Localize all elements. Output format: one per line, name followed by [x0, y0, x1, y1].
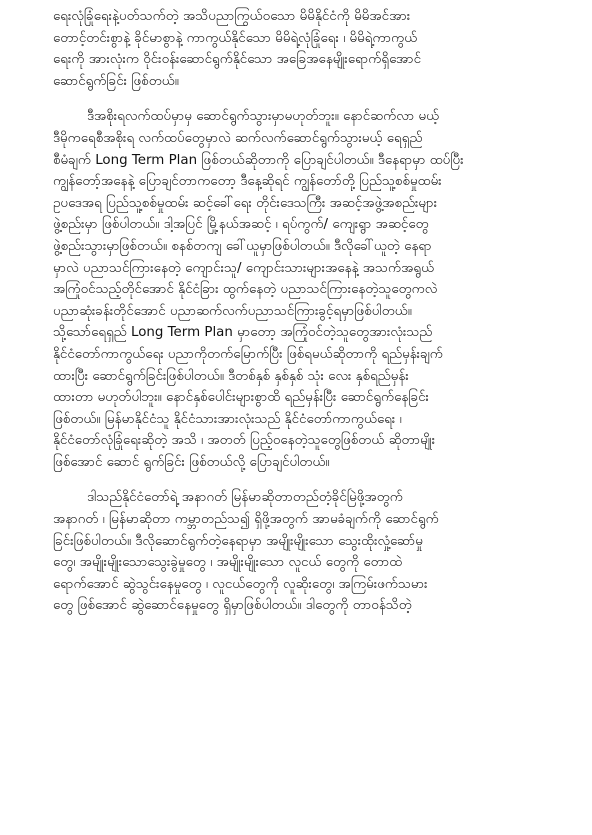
text-line: [53, 49, 561, 71]
text-line: [53, 258, 561, 280]
line-text: တောင့်တင်းစွာနဲ့ ခိုင်မာစွာနဲ့ ကာကွယ်နိုင်သော မိမိရဲ့လုံခြုံရေး ၊ မိမိရဲ့ကာကွယ်: [53, 30, 418, 46]
text-line: [53, 214, 561, 236]
line-text: အကြုံဝင်သည့်တိုင်အောင် နိုင်ငံခြား ထွက်နေတဲ့ ပညာသင်ကြားနေတဲ့သူတွေကလဲ: [53, 282, 438, 298]
text-line: [53, 409, 561, 431]
line-text: တွေ ဖြစ်အောင် ဆွဲဆောင်နေမှုတွေ ရှိမှာဖြစ်ပါတယ်။ ဒါတွေကို တာဝန်သိတဲ့: [53, 598, 412, 614]
line-text: စီမံချက် Long Term Plan ဖြစ်တယ်ဆိုတာကို ပြောချင်ပါတယ်။ ဒီနေရာမှာ ထပ်ပြီး: [53, 152, 464, 168]
text-line: [53, 322, 561, 344]
text-line: [53, 128, 561, 150]
text-line: [53, 509, 561, 531]
text-line: [53, 344, 561, 366]
line-text: ဖြစ်တယ်။ မြန်မာနိုင်ငံသူ နိုင်ငံသားအားလုံးသည် နိုင်ငံတော်ကာကွယ်ရေး ၊: [53, 411, 402, 427]
line-text: ခြင်းဖြစ်ပါတယ်။ ဒီလိုဆောင်ရွက်တဲ့နေရာမှာ အမျိုးမျိုးသော သွေးထိုးလှုံ့ဆော်မှု: [53, 533, 423, 549]
text-line: [53, 236, 561, 258]
text-line: [53, 301, 561, 323]
line-text: ထားပြီး ဆောင်ရွက်ခြင်းဖြစ်ပါတယ်။ ဒီတစ်နှစ် နှစ်နှစ် သုံး လေး နှစ်ရည်မှန်း: [53, 368, 409, 384]
text-line: [53, 574, 561, 596]
text-line: [53, 171, 561, 193]
text-line: [53, 531, 561, 553]
text-line: [53, 193, 561, 215]
paragraph-2: [53, 106, 561, 473]
line-text: ရေးလုံခြုံရေးနဲ့ပတ်သက်တဲ့ အသိပညာကြွယ်ဝသော မိမိနိုင်ငံကို မိမိအင်အား: [53, 9, 411, 24]
line-text: ဒီမိုကရေစီအစိုးရ လက်ထပ်တွေမှာလဲ ဆက်လက်ဆောင်ရွက်သွားမယ့် ရေရှည်: [53, 130, 423, 146]
line-text: တွေ၊ အမျိုးမျိုးသောသွေးခွဲမှုတွေ ၊ အမျိုးမျိုးသော လူငယ် တွေကို တောထဲ: [53, 555, 403, 571]
text-line: [53, 6, 561, 28]
line-text: ထားတာ မဟုတ်ပါဘူး။ နောင်နှစ်ပေါင်းများစွာထိ ရည်မှန်းပြီး ဆောင်ရွက်နေခြင်း: [53, 390, 429, 406]
line-text: ဆောင်ရွက်ခြင်း ဖြစ်တယ်။: [53, 73, 179, 89]
text-line: [53, 106, 561, 128]
line-text: ဥပဒေအရ ပြည်သူ့စစ်မှုထမ်း ဆင့်ခေါ်ရေး တိုင်းဒေသကြီး အဆင့်အဖွဲ့အစည်းများ: [53, 195, 438, 211]
text-line: [53, 552, 561, 574]
text-line: [53, 487, 561, 509]
text-line: [53, 595, 561, 617]
text-line: [53, 430, 561, 452]
line-text: နိုင်ငံတော်ကာကွယ်ရေး ပညာကိုတက်မြောက်ပြီး ဖြစ်ရမယ်ဆိုတာကို ရည်မှန်းချက်: [53, 346, 443, 362]
text-line: [53, 28, 561, 50]
text-line: [53, 452, 561, 474]
line-text: မှာလဲ ပညာသင်ကြားနေတဲ့ ကျောင်းသူ/ ကျောင်းသားများအနေနဲ့ အသက်အရွယ်: [53, 260, 435, 276]
line-text: ဒါသည်နိုင်ငံတော်ရဲ့ အနာဂတ် မြန်မာဆိုတာတည်တံ့ခိုင်မြဲဖို့အတွက်: [87, 490, 403, 506]
paragraph-gap: [53, 473, 561, 487]
line-text: ဖွဲ့စည်းသွားမှာဖြစ်တယ်။ စနစ်တကျ ခေါ်ယူမှာဖြစ်ပါတယ်။ ဒီလိုခေါ်ယူတဲ့ နေရာ: [53, 238, 432, 254]
text-line: [53, 279, 561, 301]
line-text: သို့သော်ရေရှည် Long Term Plan မှာတော့ အကြုံဝင်တဲ့သူတွေအားလုံးသည်: [53, 325, 433, 341]
line-text: ပညာဆုံးခန်းတိုင်အောင် ပညာဆက်လက်ပညာသင်ကြားခွင့်ရမှာဖြစ်ပါတယ်။: [53, 303, 412, 319]
paragraph-gap: [53, 92, 561, 106]
line-text: ဒီအစိုးရလက်ထပ်မှာမှ ဆောင်ရွက်သွားမှာမဟုတ်ဘူး။ နောင်ဆက်လာ မယ့်: [87, 109, 440, 125]
text-line: [53, 366, 561, 388]
text-line: [53, 387, 561, 409]
text-line: [53, 150, 561, 172]
paragraph-1: [53, 6, 561, 92]
text-line: [53, 71, 561, 93]
line-text: ဖွဲ့စည်းမှာ ဖြစ်ပါတယ်။ ဒါ့အပြင် မြို့နယ်အဆင့် ၊ ရပ်ကွက်/ ကျေးရွာ အဆင့်တွေ: [53, 217, 429, 233]
line-text: ဖြစ်အောင် ဆောင် ရွက်ခြင်း ဖြစ်တယ်လို့ ပြောချင်ပါတယ်။: [53, 454, 330, 470]
line-text: အနာဂတ် ၊ မြန်မာဆိုတာ ကမ္ဘာတည်သ၍ ရှိဖို့အတွက် အာမခံချက်ကို ဆောင်ရွက်: [53, 512, 439, 528]
text-column: [53, 6, 561, 617]
line-text: ရေးကို အားလုံးက ဝိုင်းဝန်းဆောင်ရွက်နိုင်သော အခြေအနေမျိုးရောက်ရှိအောင်: [53, 52, 422, 68]
paragraph-3: [53, 487, 561, 617]
line-text: ကျွန်တော့်အနေနဲ့ ပြောချင်တာကတော့ ဒီနေ့ဆိုရင် ကျွန်တော်တို့ ပြည်သူ့စစ်မှုထမ်း: [53, 174, 442, 190]
line-text: နိုင်ငံတော်လုံခြုံရေးဆိုတဲ့ အသိ ၊ အတတ် ပြည့်ဝနေတဲ့သူတွေဖြစ်တယ် ဆိုတာမျိုး: [53, 433, 436, 449]
line-text: ရောက်အောင် ဆွဲသွင်းနေမှုတွေ ၊ လူငယ်တွေကို လူဆိုးတွေ၊ အကြမ်းဖက်သမား: [53, 576, 428, 592]
